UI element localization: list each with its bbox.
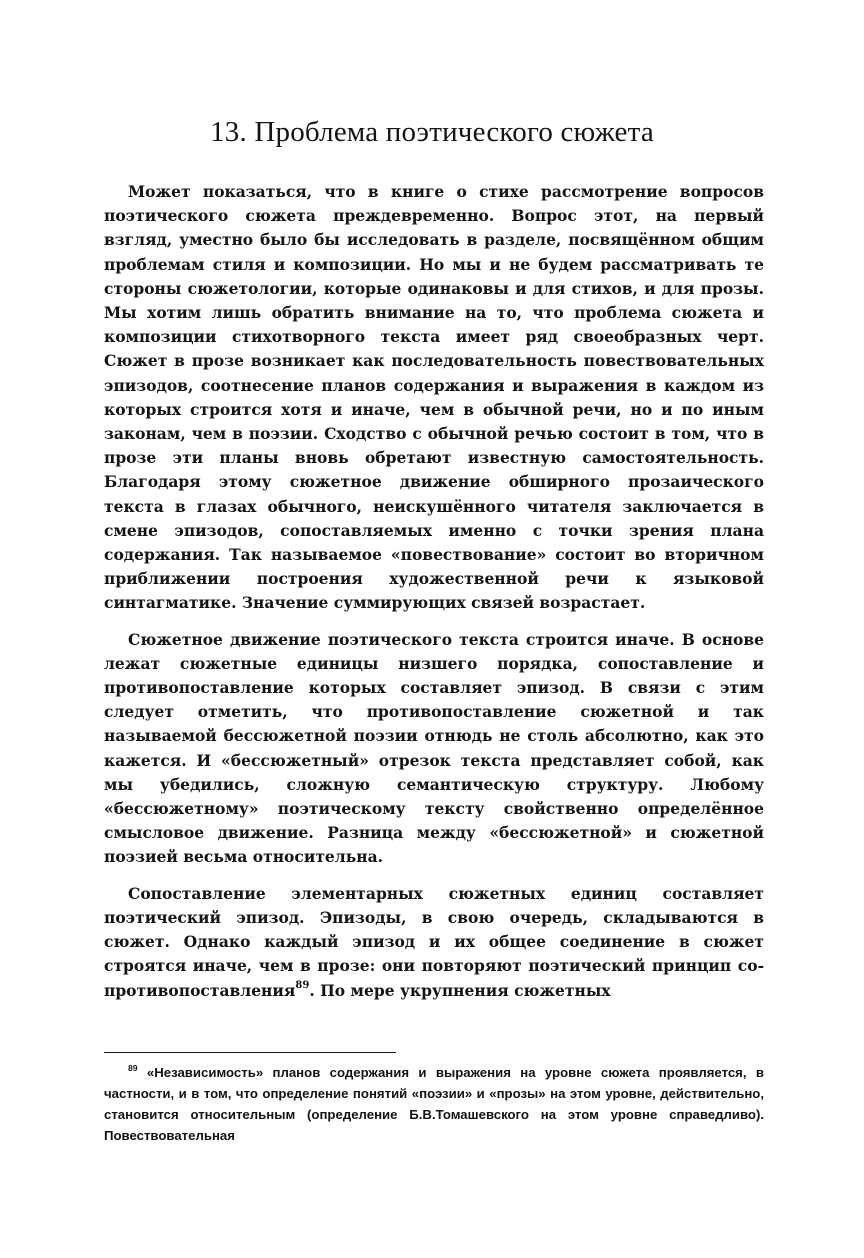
paragraph-3 <box>104 882 764 1003</box>
footnote-text: «Независимость» планов содержания и выражения на уровне сюжета проявляется, в частности, и в том, что определение понятий «поэзии» и «прозы» на этом уровне, действительно, становится относительным (определение Б.В.Томашевского на этом уровне справедливо). Повествовательная <box>104 1065 764 1143</box>
chapter-title: 13. Проблема поэтического сюжета <box>210 116 654 148</box>
body-text <box>104 180 764 1015</box>
paragraph-2: Сюжетное движение поэтического текста строится иначе. В основе лежат сюжетные единицы низшего порядка, сопоставление и противопоставление которых составляет эпизод. В связи с этим следует отметить, что противопоставление сюжетной и так называемой бессюжетной поэзии отнюдь не столь абсолютно, как это кажется. И «бессюжетный» отрезок текста представляет собой, как мы убедились, сложную семантическую структуру. Любому «бессюжетному» поэтическому тексту свойственно определённое смысловое движение. Разница между «бессюжетной» и сюжетной поэзией весьма относительна. <box>104 629 764 867</box>
paragraph-3-tail: . По мере укрупнения сюжетных <box>309 980 611 1000</box>
footnote-reference[interactable]: 89 <box>295 980 310 992</box>
footnote-marker: 89 <box>128 1062 138 1073</box>
paragraph-1: Может показаться, что в книге о стихе рассмотрение вопросов поэтического сюжета преждевременно. Вопрос этот, на первый взгляд, уместно было бы исследовать в разделе, посвящённом общим проблемам стиля и композиции. Но мы и не будем рассматривать те стороны сюжетологии, которые одинаковы и для стихов, и для прозы. Мы хотим лишь обратить внимание на то, что проблема сюжета и композиции стихотворного текста имеет ряд своеобразных черт. Сюжет в прозе возникает как последовательность повествовательных эпизодов, соотнесение планов содержания и выражения в каждом из которых строится хотя и иначе, чем в обычной речи, но и по иным законам, чем в поэзии. Сходство с обычной речью состоит в том, что в прозе эти планы вновь обретают известную самостоятельность. Благодаря этому сюжетное движение обширного прозаического текста в глазах обычного, неискушённого читателя заключается в смене эпизодов, сопоставляемых именно с точки зрения плана содержания. Так называемое «повествование» состоит во вторичном приближении построения художественной речи к языковой синтагматике. Значение суммирующих связей возрастает. <box>104 182 764 613</box>
paragraph-3-text: Сопоставление элементарных сюжетных единиц составляет поэтический эпизод. Эпизоды, в свою очередь, складываются в сюжет. Однако каждый эпизод и их общее соединение в сюжет строятся иначе, чем в прозе: они повторяют поэтический принцип со-противопоставления <box>104 883 764 1000</box>
footnote-divider <box>104 1052 396 1053</box>
footnote <box>104 1062 764 1146</box>
